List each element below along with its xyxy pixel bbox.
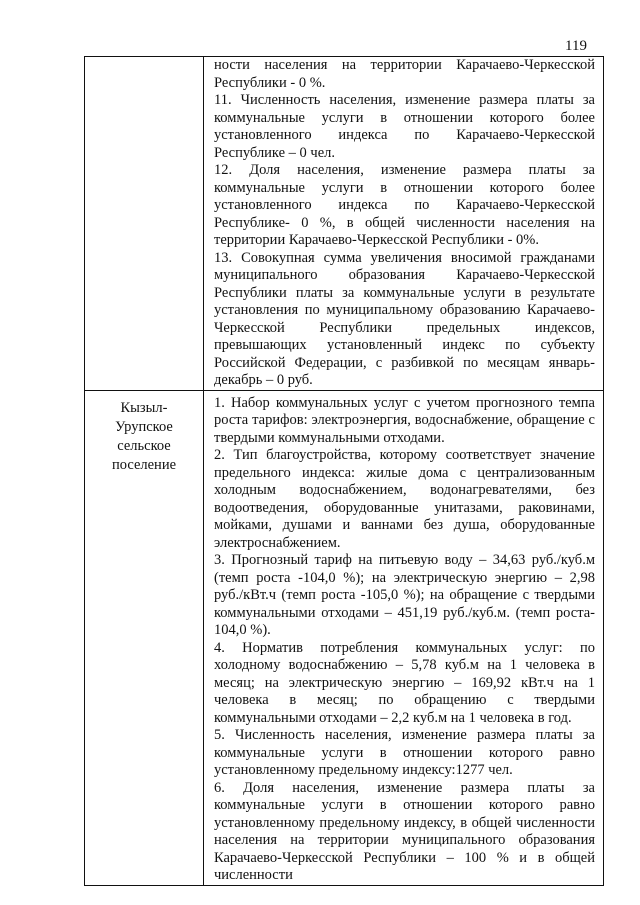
locality-line: Кызыл- bbox=[120, 399, 168, 416]
locality-name bbox=[85, 391, 203, 475]
indicator-paragraph: 6. Доля населения, изменение размера платы за коммунальные услуги в отношении которого равно установленному предельному индексу, в общей численности населения на территории муниципального образования Карачаево-Черкесской Республики – 100 % и в общей численности bbox=[214, 779, 595, 883]
indicators-cell bbox=[204, 390, 604, 885]
table-row bbox=[85, 390, 604, 885]
indicator-paragraph: 3. Прогнозный тариф на питьевую воду – 34,63 руб./куб.м (темп роста -104,0 %); на электрическую энергию – 2,98 руб./кВт.ч (темп роста -105,0 %); на обращение с твердыми коммунальными отходами – 451,19 руб./куб.м. (темп роста- 104,0 %). bbox=[214, 552, 595, 638]
indicator-paragraph: ности населения на территории Карачаево-Черкесской Республики - 0 %. bbox=[214, 57, 595, 91]
indicator-paragraph: 13. Совокупная сумма увеличения вносимой гражданами муниципального образования Карачаево-Черкесской Республики платы за коммунальные услуги в результате установления по муниципальному образованию Карачаево-Черкесской Республики предельных индексов, превышающих установленный индекс по субъекту Российской Федерации, с разбивкой по месяцам январь-декабрь – 0 руб. bbox=[214, 249, 595, 388]
document-table bbox=[84, 56, 604, 886]
locality-cell bbox=[85, 57, 204, 391]
locality-line: Урупское bbox=[115, 418, 173, 435]
indicator-paragraph: 2. Тип благоустройства, которому соответствует значение предельного индекса: жилые дома с централизованным холодным водоснабжением, водонагревателями, без водоотведения, оборудованные унитазами, раковинами, мойками, душами и ваннами без душа, оборудованные электроснабжением. bbox=[214, 447, 595, 551]
indicator-paragraph: 1. Набор коммунальных услуг с учетом прогнозного темпа роста тарифов: электроэнергия, водоснабжение, обращение с твердыми коммунальными отходами. bbox=[214, 394, 595, 446]
locality-cell bbox=[85, 390, 204, 885]
indicator-paragraph: 4. Норматив потребления коммунальных услуг: по холодному водоснабжению – 5,78 куб.м на 1 человека в месяц; на электрическую энергию – 169,92 кВт.ч на 1 человека в месяц; по обращению с твердыми коммунальными отходами – 2,2 куб.м на 1 человека в год. bbox=[214, 639, 595, 726]
indicators-cell bbox=[204, 57, 604, 391]
indicator-paragraph: 5. Численность населения, изменение размера платы за коммунальные услуги в отношении которого равно установленному предельному индексу:1277 чел. bbox=[214, 727, 595, 778]
table-row bbox=[85, 57, 604, 391]
page-number: 119 bbox=[565, 38, 587, 54]
indicator-paragraph: 12. Доля населения, изменение размера платы за коммунальные услуги в отношении которого более установленного индекса по Карачаево-Черкесской Республике- 0 %, в общей численности населения на территории Карачаево-Черкесской Республики - 0%. bbox=[214, 162, 595, 248]
indicator-paragraph: 11. Численность населения, изменение размера платы за коммунальные услуги в отношении которого более установленного индекса по Карачаево-Черкесской Республике – 0 чел. bbox=[214, 92, 595, 161]
locality-line: поселение bbox=[111, 456, 177, 473]
locality-line: сельское bbox=[117, 437, 171, 454]
